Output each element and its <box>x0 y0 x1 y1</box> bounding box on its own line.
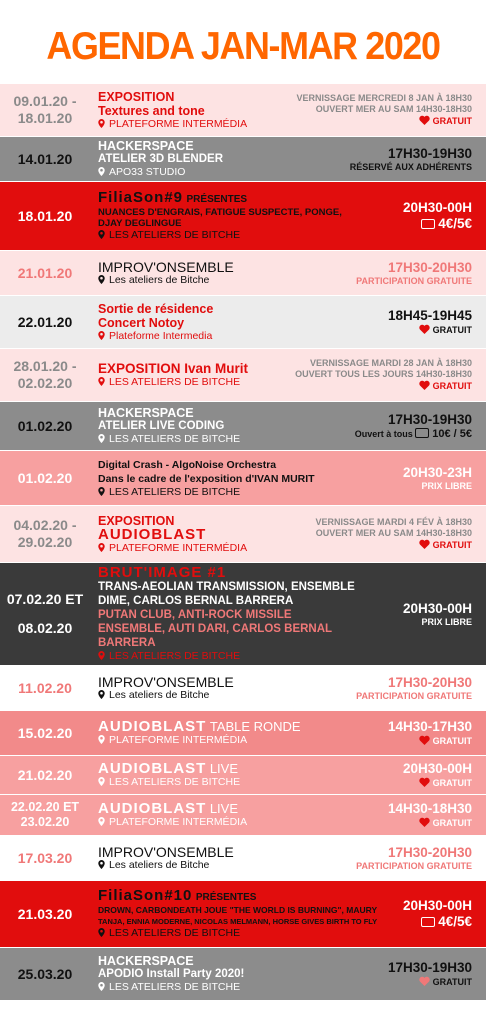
event-price: GRATUIT <box>432 736 472 746</box>
event-date: 04.02.20 - 29.02.20 <box>13 517 77 550</box>
event-row <box>0 563 486 665</box>
event-info <box>98 251 368 295</box>
event-venue: LES ATELIERS DE BITCHE <box>98 650 358 663</box>
event-schedule: 17H30-19H30 Ouvert à tous 10€ / 5€ <box>354 412 472 440</box>
event-time: 20H30-00H <box>402 761 472 776</box>
event-price: PRIX LIBRE <box>421 480 472 491</box>
event-venue: Plateforme Intermedia <box>98 330 368 343</box>
event-date: 15.02.20 <box>17 724 73 741</box>
event-subtitle: ATELIER LIVE CODING <box>98 420 225 432</box>
event-title: EXPOSITION <box>98 513 175 528</box>
event-price: PARTICIPATION GRATUITE <box>356 690 472 701</box>
event-subtitle: ATELIER 3D BLENDER <box>98 153 224 165</box>
event-title: EXPOSITION <box>98 89 175 104</box>
heart-icon <box>419 324 430 334</box>
event-row <box>0 451 486 505</box>
event-row <box>0 84 486 136</box>
event-time: 20H30-23H <box>402 464 472 480</box>
location-pin-icon <box>98 982 105 991</box>
event-price: 4€/5€ <box>438 216 472 231</box>
event-venue: LES ATELIERS DE BITCHE <box>98 433 368 446</box>
event-time: 17H30-19H30 <box>387 960 472 975</box>
event-schedule <box>356 251 472 295</box>
event-date: 01.02.20 <box>17 469 73 486</box>
event-info <box>98 137 368 181</box>
event-date: 22.02.20 ET 23.02.20 <box>10 800 80 829</box>
event-row <box>0 506 486 562</box>
event-venue: LES ATELIERS DE BITCHE <box>98 229 358 242</box>
location-pin-icon <box>98 543 105 552</box>
event-schedule <box>388 711 472 755</box>
event-schedule <box>403 756 472 794</box>
ticket-icon <box>421 219 435 229</box>
location-pin-icon <box>98 690 105 699</box>
event-price: GRATUIT <box>432 325 472 335</box>
event-row <box>0 137 486 181</box>
event-title: Sortie de résidence <box>98 301 214 316</box>
event-info <box>98 402 368 450</box>
event-info <box>98 948 368 1000</box>
event-date: 17.03.20 <box>17 849 73 866</box>
event-row <box>0 666 486 710</box>
heart-icon <box>419 380 430 390</box>
event-title: AUDIOBLAST LIVE <box>98 799 238 817</box>
event-title: BRUT'IMAGE #1 <box>98 563 227 581</box>
event-date: 25.03.20 <box>17 965 73 982</box>
event-schedule <box>403 563 472 665</box>
event-schedule <box>356 666 472 710</box>
event-venue: APO33 STUDIO <box>98 166 368 179</box>
event-subtitle: APODIO Install Party 2020! <box>98 968 245 980</box>
page-title: AGENDA JAN-MAR 2020 <box>46 25 440 68</box>
event-schedule <box>403 451 472 505</box>
event-info <box>98 836 368 880</box>
event-row <box>0 349 486 401</box>
event-info <box>98 795 368 835</box>
event-row <box>0 795 486 835</box>
ticket-icon <box>421 917 435 927</box>
event-title: AUDIOBLAST TABLE RONDE <box>98 717 301 735</box>
event-time: 17H30-20H30 <box>387 674 472 690</box>
event-price: GRATUIT <box>432 778 472 788</box>
event-date: 09.01.20 - 18.01.20 <box>13 93 77 126</box>
event-time: 20H30-00H <box>402 600 472 616</box>
location-pin-icon <box>98 487 105 496</box>
location-pin-icon <box>98 377 105 386</box>
event-venue: PLATEFORME INTERMÉDIA <box>98 734 368 747</box>
location-pin-icon <box>98 275 105 284</box>
event-time: 20H30-00H <box>402 200 472 215</box>
event-schedule <box>403 881 472 947</box>
event-time: 14H30-18H30 <box>387 801 472 816</box>
event-schedule: VERNISSAGE MERCREDI 8 JAN À 18H30 OUVERT MER AU SAM 14H30-18H30 GRATUIT <box>296 93 472 126</box>
event-row <box>0 182 486 250</box>
event-schedule <box>388 296 472 348</box>
event-price: GRATUIT <box>432 381 472 391</box>
location-pin-icon <box>98 777 105 786</box>
event-subtitle: NUANCES D'ENGRAIS, FATIGUE SUSPECTE, PONGE, DJAY DEGLINGUE <box>98 206 342 229</box>
event-row <box>0 948 486 1000</box>
event-date: 21.02.20 <box>17 766 73 783</box>
event-info <box>98 182 358 250</box>
event-schedule <box>356 836 472 880</box>
event-price: PRIX LIBRE <box>421 616 472 627</box>
event-venue: PLATEFORME INTERMÉDIA <box>98 816 368 829</box>
event-subtitle-2: TANJA, ENNIA MODERNE, NICOLAS MELMANN, HORSE GIVES BIRTH TO FLY <box>98 916 378 926</box>
event-schedule: VERNISSAGE MARDI 4 FÉV À 18H30 OUVERT MER AU SAM 14H30-18H30 GRATUIT <box>315 517 472 550</box>
event-info <box>98 296 368 348</box>
event-row <box>0 836 486 880</box>
event-venue: LES ATELIERS DE BITCHE <box>98 376 368 389</box>
event-title: IMPROV'ONSEMBLE <box>98 843 234 860</box>
event-date: 01.02.20 <box>17 417 73 434</box>
event-time: 17H30-20H30 <box>387 259 472 275</box>
event-info <box>98 711 368 755</box>
event-subtitle: TRANS-AEOLIAN TRANSMISSION, ENSEMBLE DIME, CARLOS BERNAL BARRERA <box>98 580 355 607</box>
event-price: PARTICIPATION GRATUITE <box>356 275 472 286</box>
event-time: 14H30-17H30 <box>387 719 472 734</box>
event-price: GRATUIT <box>432 116 472 126</box>
event-venue: PLATEFORME INTERMÉDIA <box>98 118 368 131</box>
event-price: PARTICIPATION GRATUITE <box>356 860 472 871</box>
event-title: Digital Crash - AlgoNoise Orchestra <box>98 458 277 471</box>
event-venue: LES ATELIERS DE BITCHE <box>98 927 360 940</box>
event-venue: LES ATELIERS DE BITCHE <box>98 486 368 499</box>
event-title: IMPROV'ONSEMBLE <box>98 673 234 690</box>
location-pin-icon <box>98 230 105 239</box>
location-pin-icon <box>98 735 105 744</box>
event-venue: PLATEFORME INTERMÉDIA <box>98 542 368 555</box>
event-schedule <box>388 795 472 835</box>
event-venue: LES ATELIERS DE BITCHE <box>98 981 368 994</box>
event-row <box>0 251 486 295</box>
location-pin-icon <box>98 167 105 176</box>
event-subtitle: AUDIOBLAST <box>98 525 207 543</box>
location-pin-icon <box>98 119 105 128</box>
event-title: AUDIOBLAST LIVE <box>98 759 238 777</box>
location-pin-icon <box>98 331 105 340</box>
heart-icon <box>419 539 430 549</box>
event-price: GRATUIT <box>432 818 472 828</box>
event-info <box>98 756 368 794</box>
event-info <box>98 881 378 947</box>
event-title: IMPROV'ONSEMBLE <box>98 258 234 275</box>
location-pin-icon <box>98 928 105 937</box>
event-info <box>98 563 358 665</box>
event-time: 18H45-19H45 <box>387 308 472 323</box>
heart-icon <box>419 777 430 787</box>
event-date: 11.02.20 <box>18 679 72 696</box>
event-row <box>0 756 486 794</box>
event-venue: Les ateliers de Bitche <box>98 274 368 287</box>
event-title: HACKERSPACE <box>98 406 194 420</box>
event-title: HACKERSPACE <box>98 139 194 153</box>
event-time: 17H30-19H30 <box>387 412 472 427</box>
event-price: 4€/5€ <box>438 914 472 929</box>
location-pin-icon <box>98 860 105 869</box>
event-row <box>0 402 486 450</box>
event-price: RÉSERVÉ AUX ADHÉRENTS <box>349 161 472 172</box>
event-row <box>0 881 486 947</box>
event-title: FiliaSon#10 PRÉSENTES <box>98 886 257 904</box>
location-pin-icon <box>98 434 105 443</box>
event-subtitle: Dans le cadre de l'exposition d'IVAN MURIT <box>98 472 315 485</box>
heart-icon <box>419 817 430 827</box>
event-date: 28.01.20 - 02.02.20 <box>13 358 77 391</box>
event-row <box>0 296 486 348</box>
event-subtitle-2: PUTAN CLUB, ANTI-ROCK MISSILE ENSEMBLE, AUTI DARI, CARLOS BERNAL BARRERA <box>98 608 332 649</box>
event-date: 21.01.20 <box>17 264 73 281</box>
event-subtitle: Textures and tone <box>98 103 205 118</box>
event-price: 10€ / 5€ <box>432 428 472 440</box>
event-row <box>0 711 486 755</box>
event-venue: Les ateliers de Bitche <box>98 689 368 702</box>
event-time: 20H30-00H <box>402 898 472 913</box>
event-title: FiliaSon#9 PRÉSENTES <box>98 188 248 206</box>
event-date: 18.01.20 <box>17 207 73 224</box>
event-schedule: VERNISSAGE MARDI 28 JAN À 18H30 OUVERT TOUS LES JOURS 14H30-18H30 GRATUIT <box>295 358 472 391</box>
ticket-icon <box>415 428 429 438</box>
location-pin-icon <box>98 817 105 826</box>
event-subtitle: Concert Notoy <box>98 315 185 330</box>
heart-icon <box>419 115 430 125</box>
heart-icon <box>419 976 430 986</box>
event-schedule <box>388 948 472 1000</box>
event-schedule <box>403 182 472 250</box>
event-venue: LES ATELIERS DE BITCHE <box>98 776 368 789</box>
event-title: EXPOSITION Ivan Murit <box>98 360 249 376</box>
event-time: 17H30-19H30 <box>387 145 472 161</box>
event-time: 17H30-20H30 <box>387 844 472 860</box>
event-date: 14.01.20 <box>17 150 73 167</box>
event-date: 22.01.20 <box>17 313 73 330</box>
location-pin-icon <box>98 651 105 660</box>
event-info <box>98 666 368 710</box>
event-date: 07.02.20 ET 08.02.20 <box>6 591 84 636</box>
event-subtitle: DROWN, CARBONDEATH JOUE "THE WORLD IS BURNING", MAURY <box>98 904 378 915</box>
event-title: HACKERSPACE <box>98 954 194 968</box>
event-venue: Les ateliers de Bitche <box>98 859 368 872</box>
heart-icon <box>419 735 430 745</box>
event-date: 21.03.20 <box>17 905 73 922</box>
event-price: GRATUIT <box>432 540 472 550</box>
event-price: GRATUIT <box>432 977 472 987</box>
event-info <box>98 451 368 505</box>
event-schedule <box>350 137 472 181</box>
